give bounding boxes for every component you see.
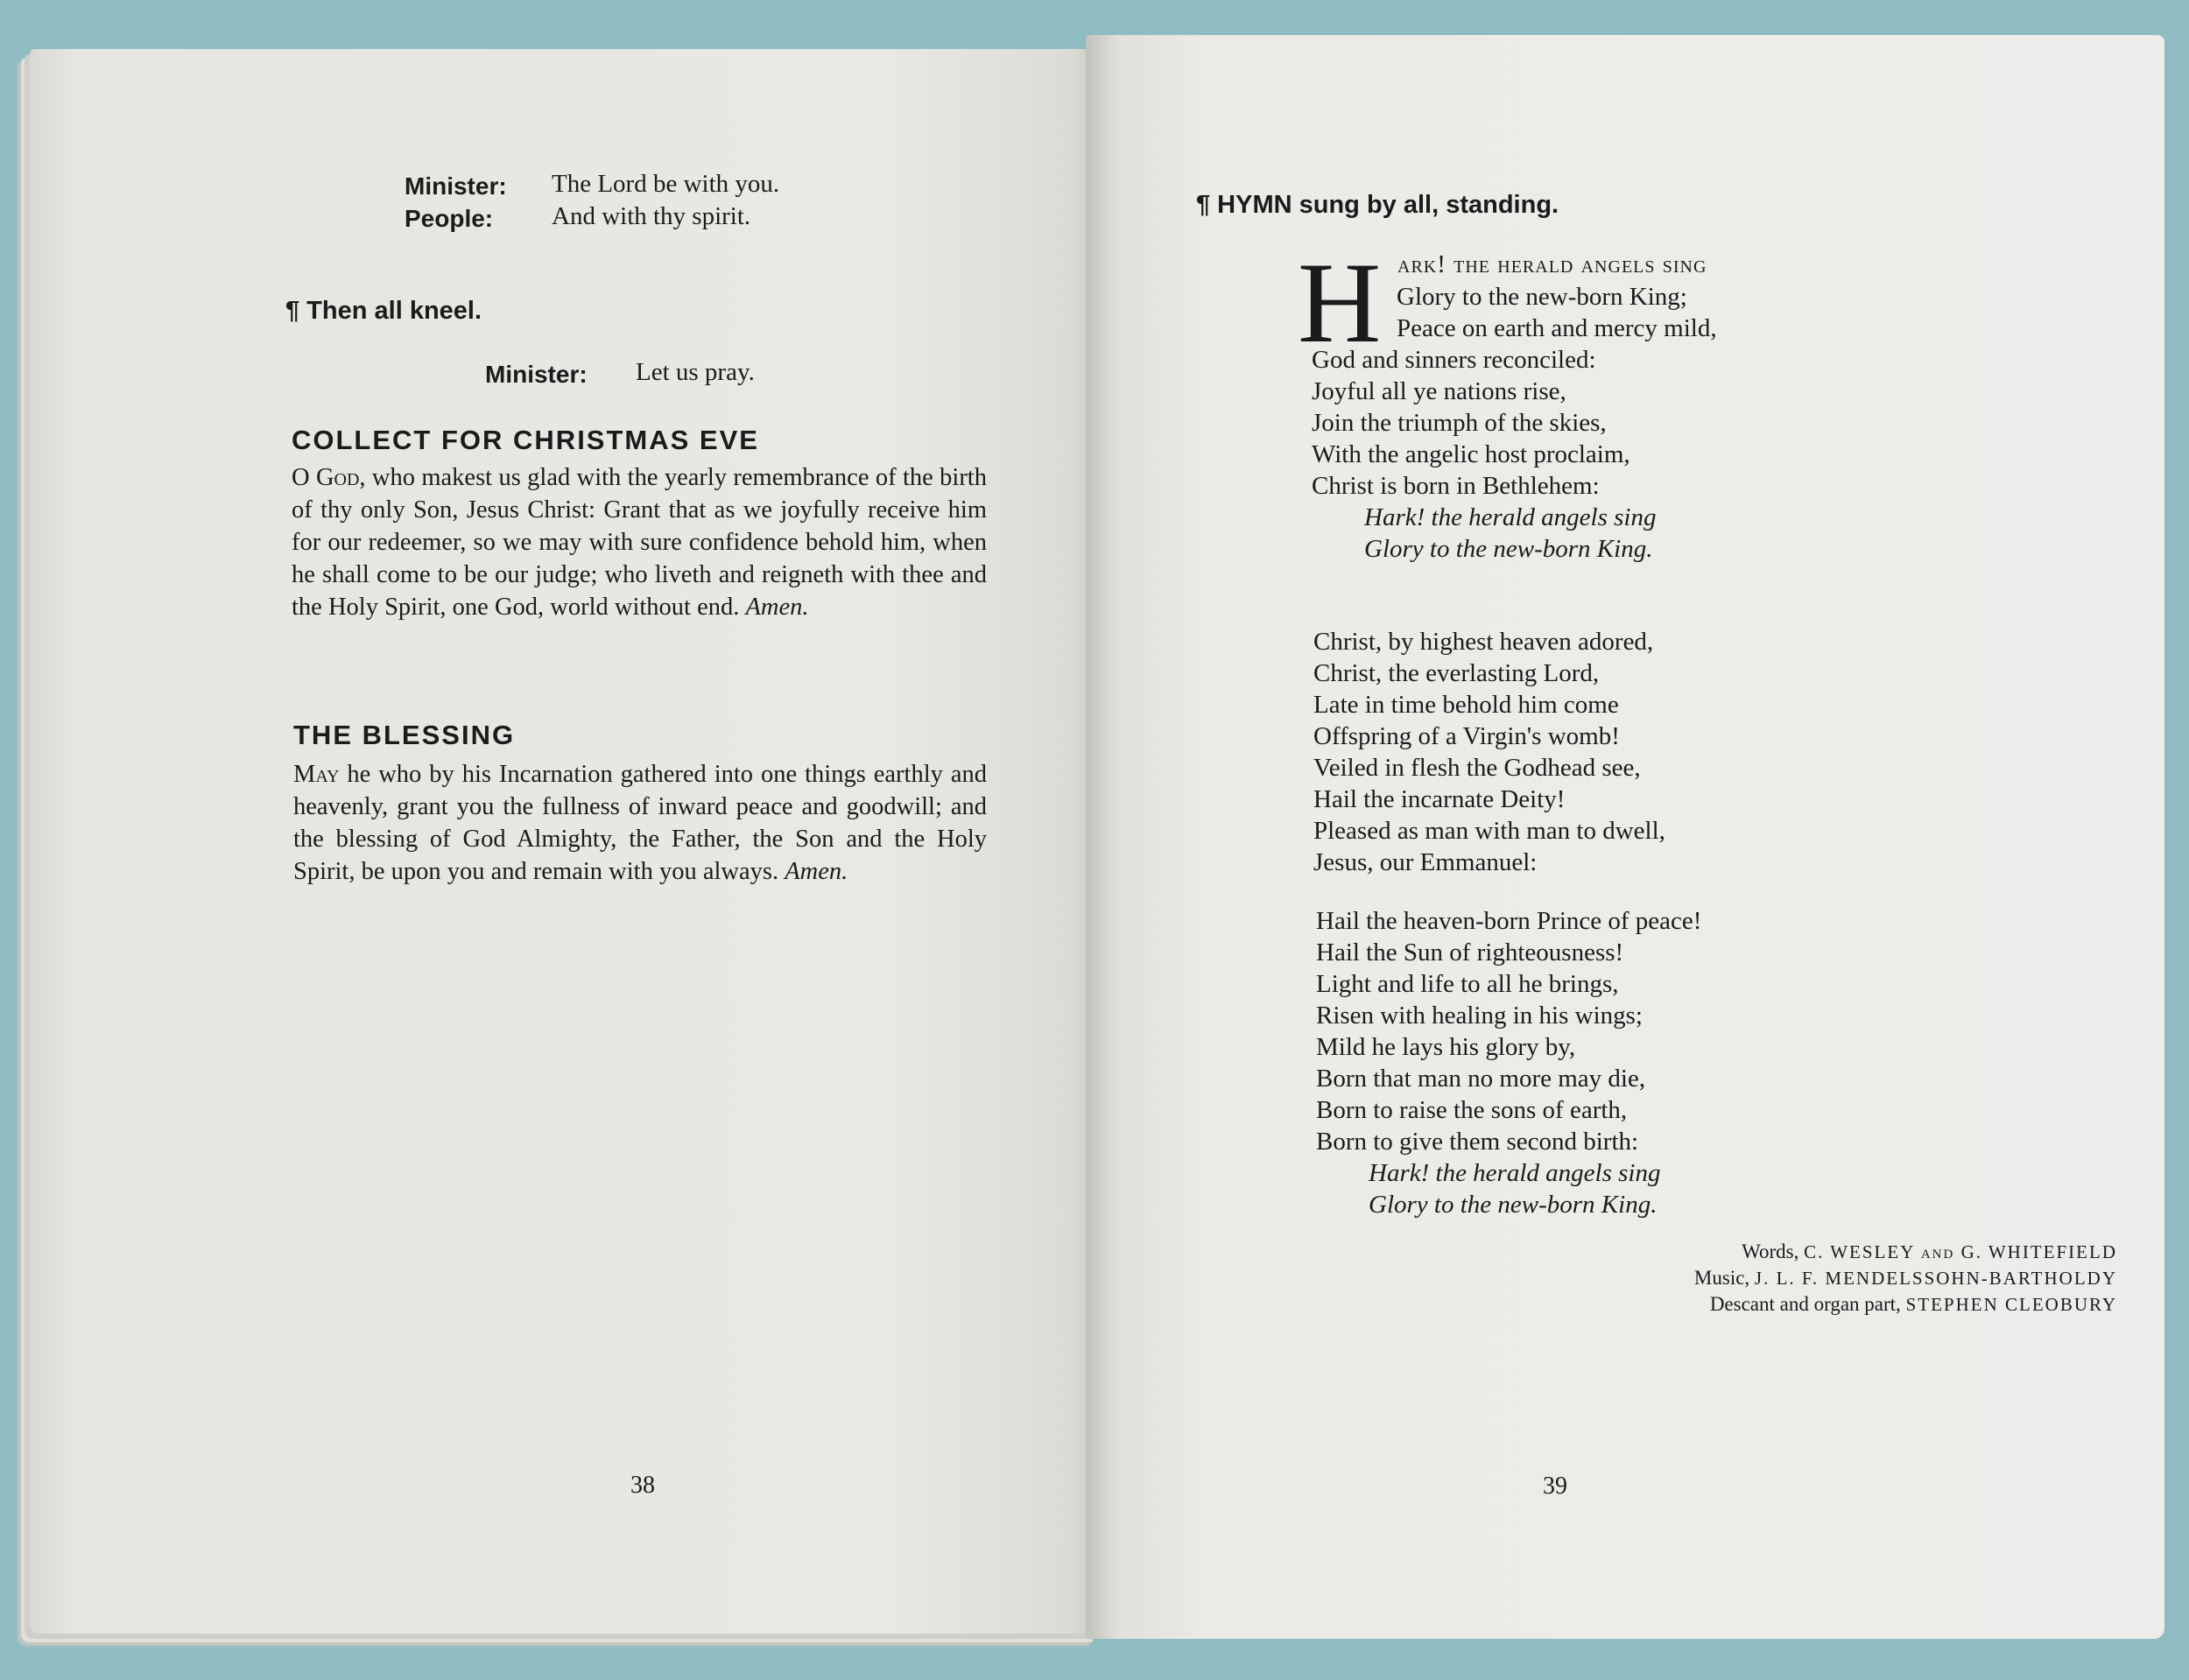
dialogue-role-minister: Minister: bbox=[405, 172, 507, 200]
stanza-3-line: Born to give them second birth: bbox=[1316, 1128, 1639, 1156]
stanza-1 bbox=[1397, 281, 1717, 344]
prayer-role: Minister: bbox=[485, 361, 588, 388]
collect-text bbox=[292, 461, 987, 623]
refrain-line: Hark! the herald angels sing bbox=[1364, 503, 1657, 531]
credit-name: STEPHEN CLEOBURY bbox=[1905, 1294, 2117, 1315]
stanza-1-line: Christ is born in Bethlehem: bbox=[1312, 472, 1600, 500]
right-page bbox=[1086, 35, 2164, 1639]
dialogue-line-people: And with thy spirit. bbox=[552, 202, 751, 230]
stanza-3-line: Mild he lays his glory by, bbox=[1316, 1033, 1576, 1061]
blessing-amen: Amen. bbox=[785, 858, 848, 885]
credit-music bbox=[1694, 1265, 2117, 1291]
collect-heading: COLLECT FOR CHRISTMAS EVE bbox=[292, 425, 759, 455]
stanza-2-line: Christ, the everlasting Lord, bbox=[1313, 659, 1600, 687]
stanza-2-line: Offspring of a Virgin's womb! bbox=[1313, 722, 1620, 750]
stanza-1-line: Glory to the new-born King; bbox=[1397, 283, 1687, 311]
hymn-first-line bbox=[1397, 249, 1707, 281]
stanza-1-line: Joyful all ye nations rise, bbox=[1312, 377, 1566, 405]
hymn-rubric: ¶ HYMN sung by all, standing. bbox=[1196, 191, 1559, 219]
blessing-text bbox=[293, 758, 987, 888]
drop-cap: H bbox=[1298, 238, 1382, 367]
refrain-line: Glory to the new-born King. bbox=[1369, 1191, 1658, 1219]
stanza-1-line: Join the triumph of the skies, bbox=[1312, 409, 1607, 437]
stanza-1-line: With the angelic host proclaim, bbox=[1312, 440, 1630, 468]
credit-name: J. L. F. MENDELSSOHN-BARTHOLDY bbox=[1754, 1268, 2117, 1289]
stanza-3 bbox=[1316, 905, 1701, 1220]
stanza-1-line: Peace on earth and mercy mild, bbox=[1397, 314, 1717, 342]
page-number-right: 39 bbox=[1543, 1473, 1567, 1500]
stanza-2-line: Jesus, our Emmanuel: bbox=[1313, 848, 1538, 876]
stanza-2-line: Pleased as man with man to dwell, bbox=[1313, 817, 1665, 845]
prayer-line: Let us pray. bbox=[636, 358, 755, 386]
stanza-1-cont bbox=[1312, 344, 1656, 565]
stanza-2-line: Veiled in flesh the Godhead see, bbox=[1313, 754, 1641, 782]
credit-label: Descant and organ part, bbox=[1709, 1293, 1901, 1315]
stanza-3-line: Born to raise the sons of earth, bbox=[1316, 1096, 1628, 1124]
stanza-2-line: Christ, by highest heaven adored, bbox=[1313, 628, 1654, 656]
credit-descant bbox=[1710, 1291, 2117, 1318]
stanza-1-line: God and sinners reconciled: bbox=[1312, 346, 1596, 374]
dialogue-line-minister: The Lord be with you. bbox=[552, 170, 780, 198]
stanza-2-line: Late in time behold him come bbox=[1313, 691, 1619, 719]
credit-label: Music, bbox=[1693, 1267, 1750, 1289]
collect-body: who makest us glad with the yearly remembrance of the birth of thy only Son, Jesus Christ: Grant that as we joyfully receive him for our redeemer, so we may with sure confidence behold him, when he shall come to be our judge; who liveth and reigneth with thee and the Holy Spirit, one God, world without end. bbox=[292, 464, 987, 621]
collect-lead: O God, bbox=[292, 464, 366, 491]
credit-name: C. WESLEY and G. WHITEFIELD bbox=[1804, 1241, 2117, 1262]
stanza-2-line: Hail the incarnate Deity! bbox=[1313, 785, 1566, 813]
dialogue-role-people: People: bbox=[405, 205, 494, 232]
credit-words bbox=[1742, 1239, 2117, 1265]
stanza-3-line: Hail the heaven-born Prince of peace! bbox=[1316, 907, 1702, 935]
stanza-3-line: Risen with healing in his wings; bbox=[1316, 1002, 1643, 1030]
hymn-first-line-text: ark! the herald angels sing bbox=[1397, 250, 1707, 278]
blessing-heading: THE BLESSING bbox=[293, 720, 516, 750]
blessing-lead: May bbox=[293, 761, 340, 788]
left-page bbox=[30, 49, 1102, 1634]
stanza-2 bbox=[1313, 626, 1665, 878]
collect-amen: Amen. bbox=[745, 594, 809, 621]
credits bbox=[1611, 1239, 2117, 1326]
refrain-line: Glory to the new-born King. bbox=[1364, 535, 1653, 563]
credit-label: Words, bbox=[1742, 1241, 1799, 1262]
refrain-line: Hark! the herald angels sing bbox=[1369, 1159, 1661, 1187]
blessing-body: he who by his Incarnation gathered into one things earthly and heavenly, grant you the fullness of inward peace and goodwill; and the blessing of God Almighty, the Father, the Son and the Holy Spirit, be upon you and remain with you always. bbox=[293, 761, 987, 885]
stanza-3-line: Hail the Sun of righteousness! bbox=[1316, 938, 1624, 967]
stanza-3-line: Light and life to all he brings, bbox=[1316, 970, 1619, 998]
rubric-kneel: ¶ Then all kneel. bbox=[285, 297, 482, 325]
page-number-left: 38 bbox=[630, 1472, 655, 1499]
stanza-3-line: Born that man no more may die, bbox=[1316, 1065, 1646, 1093]
